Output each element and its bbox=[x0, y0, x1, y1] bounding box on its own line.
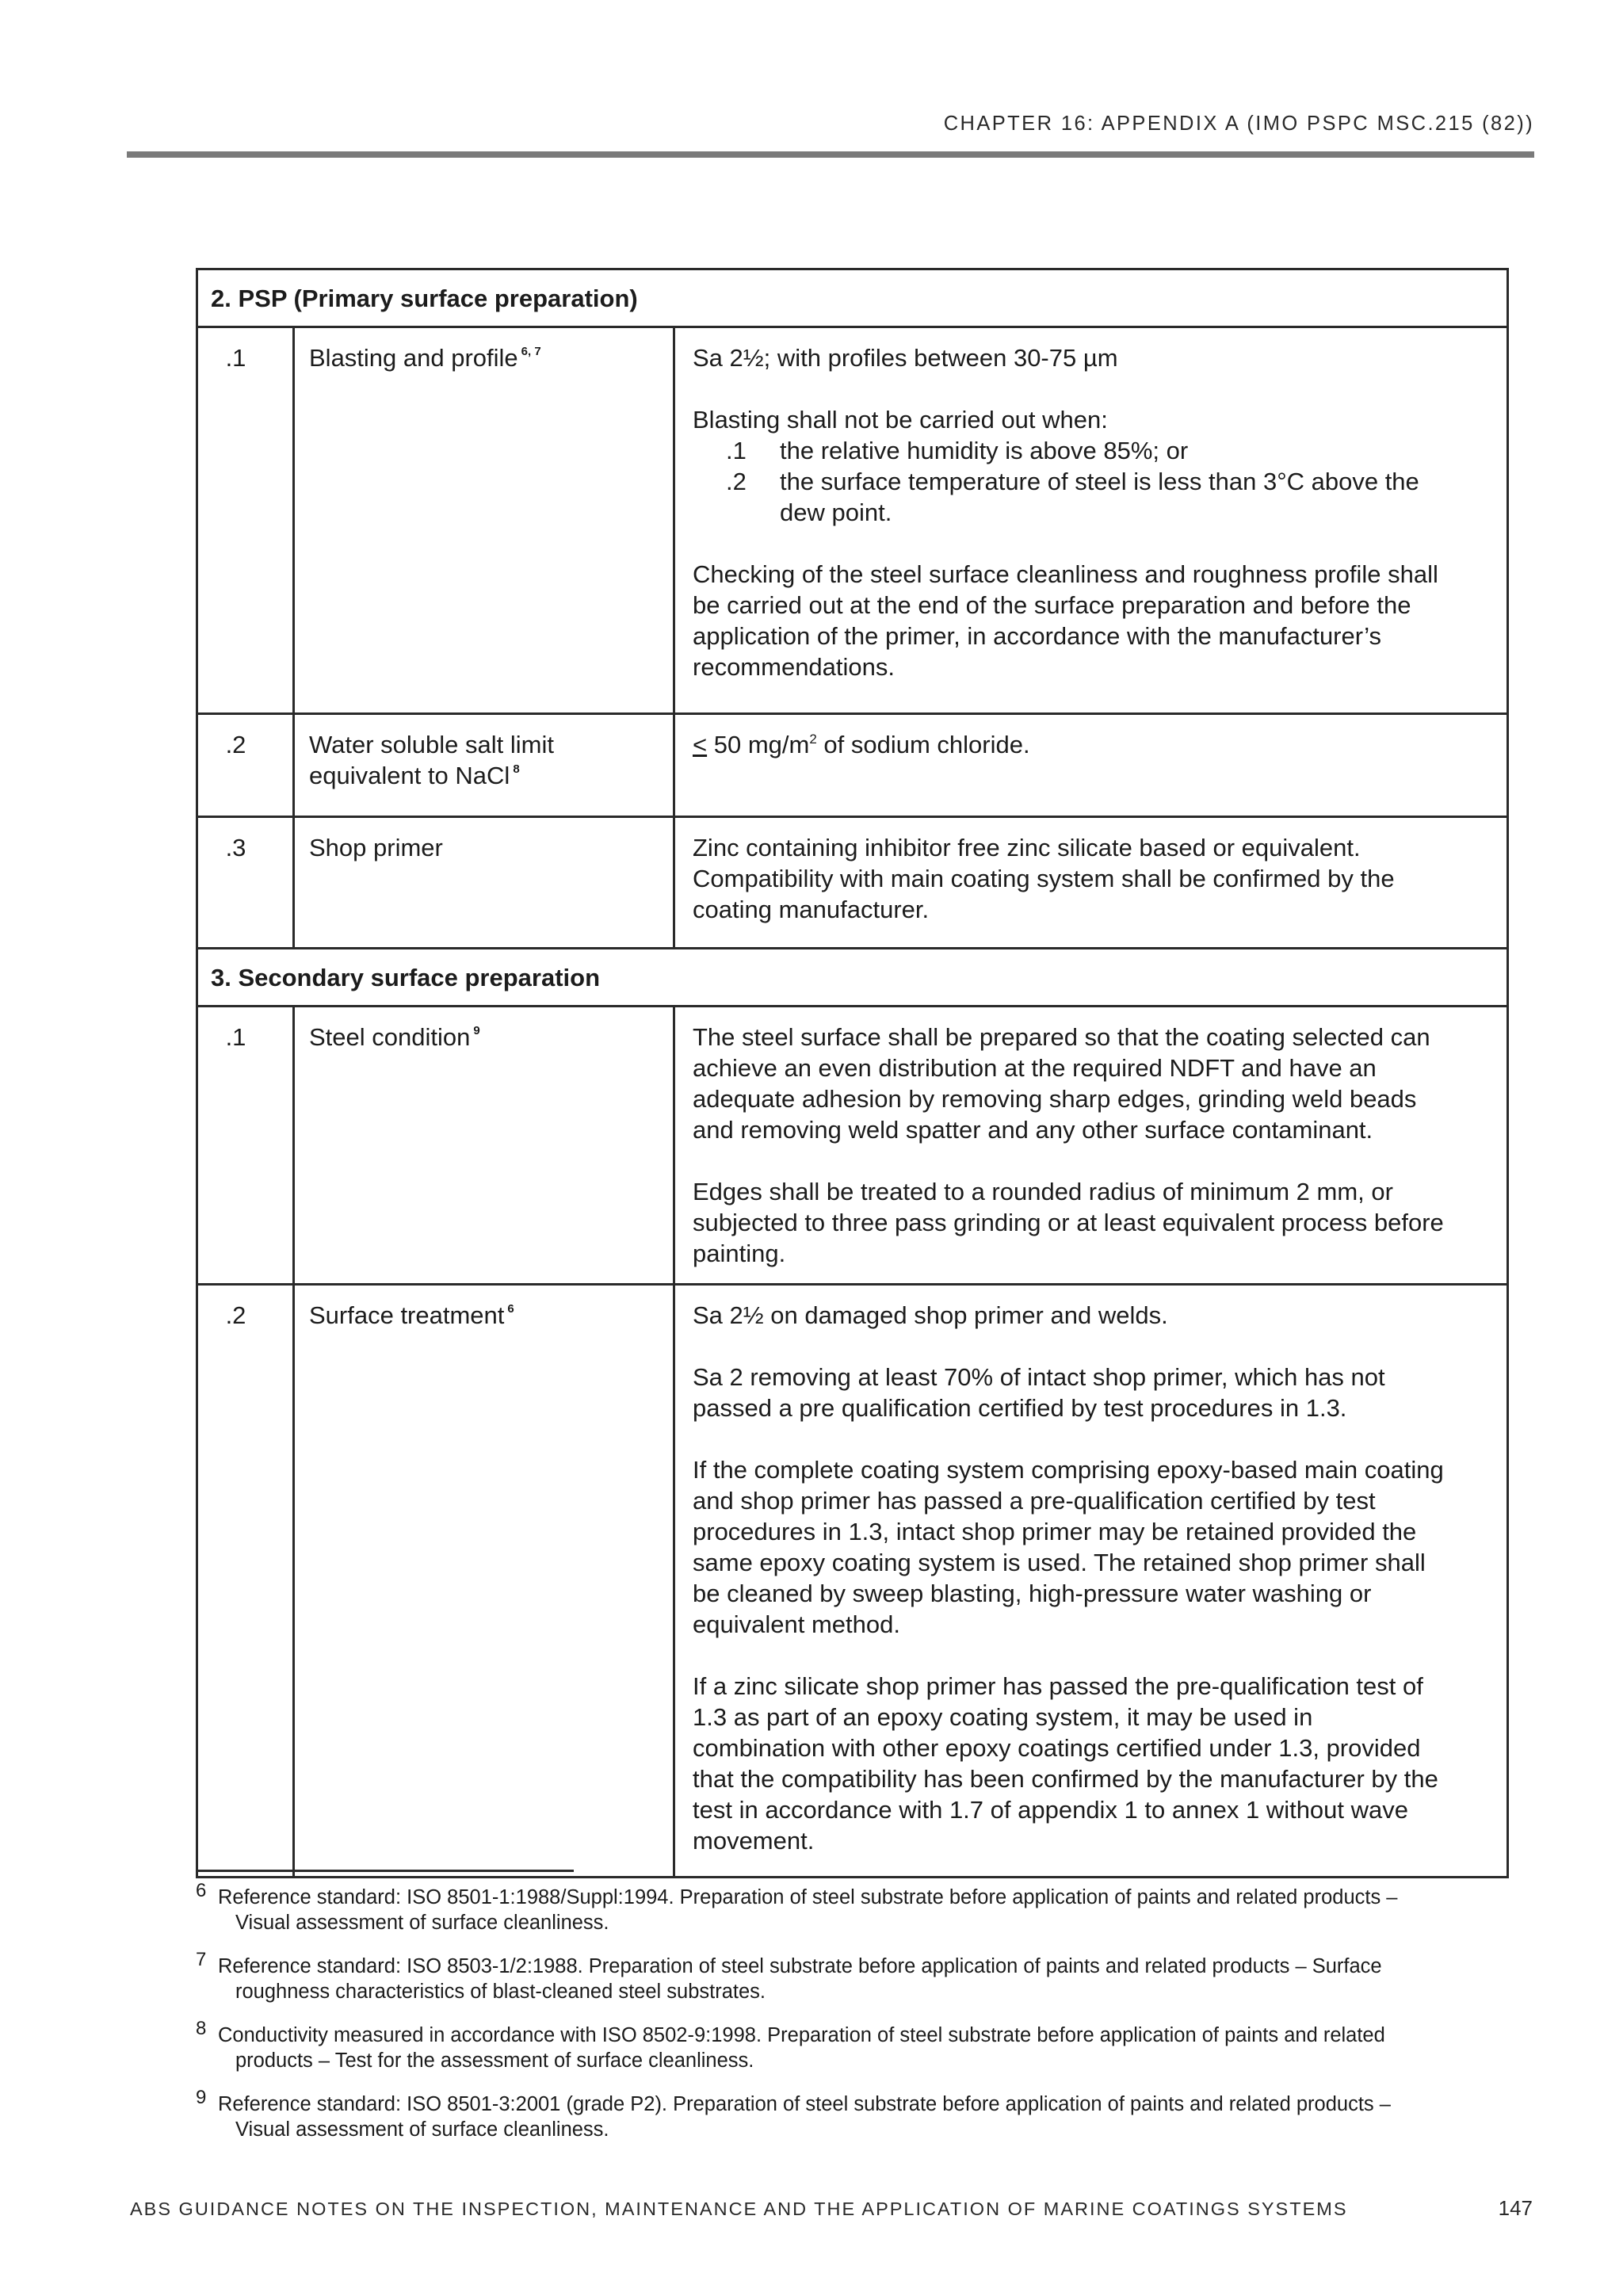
row-item bbox=[294, 1285, 674, 1878]
footnote-number: 6 bbox=[196, 1880, 207, 1901]
footnote-text bbox=[215, 1885, 1495, 1935]
footnote bbox=[196, 2018, 1495, 2073]
row-item bbox=[294, 1007, 674, 1285]
row-requirement bbox=[674, 817, 1508, 949]
requirement-text: The steel surface shall be prepared so that the coating selected can achieve an even distribution at the required NDFT and have an adequate adhesion by removing sharp edges, grinding weld beads and removing weld spatter and any other surface contaminant. bbox=[693, 1023, 1430, 1144]
item-label: Blasting and profile bbox=[309, 344, 518, 372]
footnote-line: Visual assessment of surface cleanliness. bbox=[235, 1912, 609, 1934]
footnote bbox=[196, 2087, 1495, 2142]
footnote-line: Visual assessment of surface cleanliness. bbox=[235, 2118, 609, 2141]
requirement-text: Sa 2½ on damaged shop primer and welds. bbox=[693, 1301, 1168, 1329]
footnote bbox=[196, 1949, 1495, 2004]
footnote-ref: 6 bbox=[507, 1302, 514, 1316]
row-number: .2 bbox=[197, 714, 294, 817]
row-item bbox=[294, 327, 674, 714]
footnote-number: 9 bbox=[196, 2087, 207, 2108]
footnote-line: roughness characteristics of blast-cleaned steel substrates. bbox=[235, 1981, 766, 2003]
footnote-number: 7 bbox=[196, 1949, 207, 1970]
footnote-line: Reference standard: ISO 8503-1/2:1988. Preparation of steel substrate before application of paints and related products – Surface bbox=[218, 1955, 1382, 1977]
item-label: Surface treatment bbox=[309, 1301, 505, 1329]
header-rule bbox=[127, 151, 1534, 158]
requirement-text: Zinc containing inhibitor free zinc silicate based or equivalent. Compatibility with main coating system shall be confirmed by the coating manufacturer. bbox=[693, 834, 1395, 923]
requirement-text: Sa 2 removing at least 70% of intact shop primer, which has not passed a pre qualification certified by test procedures in 1.3. bbox=[693, 1363, 1385, 1422]
item-label: Water soluble salt limit equivalent to NaCl bbox=[309, 731, 554, 789]
row-number: .2 bbox=[197, 1285, 294, 1878]
footnote-line: Reference standard: ISO 8501-3:2001 (grade P2). Preparation of steel substrate before application of paints and related products – bbox=[218, 2093, 1391, 2115]
less-equal-symbol: < bbox=[693, 731, 708, 758]
row-item bbox=[294, 714, 674, 817]
footnote-text bbox=[215, 1954, 1495, 2004]
table-row bbox=[197, 1007, 1508, 1285]
requirement-text: Sa 2½; with profiles between 30-75 µm bbox=[693, 344, 1118, 372]
row-number: .3 bbox=[197, 817, 294, 949]
section-header-row bbox=[197, 949, 1508, 1007]
sub-item-number: .2 bbox=[726, 468, 747, 495]
footnote-rule bbox=[196, 1870, 574, 1872]
footnote-ref: 9 bbox=[473, 1024, 480, 1037]
footnote-ref: 6, 7 bbox=[521, 345, 541, 358]
requirements-table bbox=[196, 268, 1509, 1878]
running-footer: ABS GUIDANCE NOTES ON THE INSPECTION, MAINTENANCE AND THE APPLICATION OF MARINE COATINGS SYSTEMS bbox=[130, 2199, 1348, 2219]
unit-exponent: 2 bbox=[809, 732, 817, 747]
section-title: 2. PSP (Primary surface preparation) bbox=[197, 269, 1508, 327]
row-requirement bbox=[674, 1007, 1508, 1285]
sub-item bbox=[693, 435, 1491, 466]
section-header-row bbox=[197, 269, 1508, 327]
table-row bbox=[197, 1285, 1508, 1878]
row-item: Shop primer bbox=[294, 817, 674, 949]
footnote-ref: 8 bbox=[513, 762, 520, 776]
row-requirement bbox=[674, 714, 1508, 817]
footnote bbox=[196, 1880, 1495, 1935]
row-requirement bbox=[674, 1285, 1508, 1878]
requirement-text: of sodium chloride. bbox=[816, 731, 1030, 758]
row-number: .1 bbox=[197, 327, 294, 714]
requirement-text: If a zinc silicate shop primer has passed the pre-qualification test of 1.3 as part of an epoxy coating system, it may be used in combination with other epoxy coatings certified under 1.3, provided that the compatibility has been confirmed by the manufacturer by the test in accordance with 1.7 of appendix 1 to annex 1 without wave movement. bbox=[693, 1672, 1438, 1855]
item-label: Steel condition bbox=[309, 1023, 471, 1051]
requirement-text: Edges shall be treated to a rounded radius of minimum 2 mm, or subjected to three pass grinding or at least equivalent process before painting. bbox=[693, 1178, 1444, 1267]
table-row bbox=[197, 714, 1508, 817]
table-row bbox=[197, 817, 1508, 949]
footnote-line: Conductivity measured in accordance with ISO 8502-9:1998. Preparation of steel substrate before application of paints and related bbox=[218, 2024, 1385, 2046]
row-number: .1 bbox=[197, 1007, 294, 1285]
row-requirement bbox=[674, 327, 1508, 714]
footnote-number: 8 bbox=[196, 2018, 207, 2039]
footnote-line: Reference standard: ISO 8501-1:1988/Suppl:1994. Preparation of steel substrate before application of paints and related products – bbox=[218, 1886, 1398, 1908]
requirement-text: Checking of the steel surface cleanliness and roughness profile shall be carried out at the end of the surface preparation and before the application of the primer, in accordance with the manufacturer’s recommendations. bbox=[693, 560, 1438, 681]
footnote-line: products – Test for the assessment of surface cleanliness. bbox=[235, 2050, 754, 2072]
sub-item-number: .1 bbox=[726, 437, 747, 464]
sub-item-text: the relative humidity is above 85%; or bbox=[780, 437, 1189, 464]
page-number: 147 bbox=[1498, 2196, 1533, 2220]
requirement-text: 50 mg/m bbox=[707, 731, 810, 758]
sub-item bbox=[693, 466, 1491, 528]
footnote-text bbox=[215, 2023, 1495, 2073]
sub-item-text: the surface temperature of steel is less than 3°C above the dew point. bbox=[780, 468, 1419, 526]
footnotes bbox=[196, 1880, 1495, 2160]
running-header: CHAPTER 16: APPENDIX A (IMO PSPC MSC.215 (82)) bbox=[943, 113, 1534, 135]
section-title: 3. Secondary surface preparation bbox=[197, 949, 1508, 1007]
requirement-text: If the complete coating system comprising epoxy-based main coating and shop primer has passed a pre-qualification certified by test procedures in 1.3, intact shop primer may be retained provided the same epoxy coating system is used. The retained shop primer shall be cleaned by sweep blasting, high-pressure water washing or equivalent method. bbox=[693, 1456, 1444, 1638]
table-row bbox=[197, 327, 1508, 714]
requirement-text: Blasting shall not be carried out when: bbox=[693, 406, 1108, 434]
footnote-text bbox=[215, 2092, 1495, 2142]
